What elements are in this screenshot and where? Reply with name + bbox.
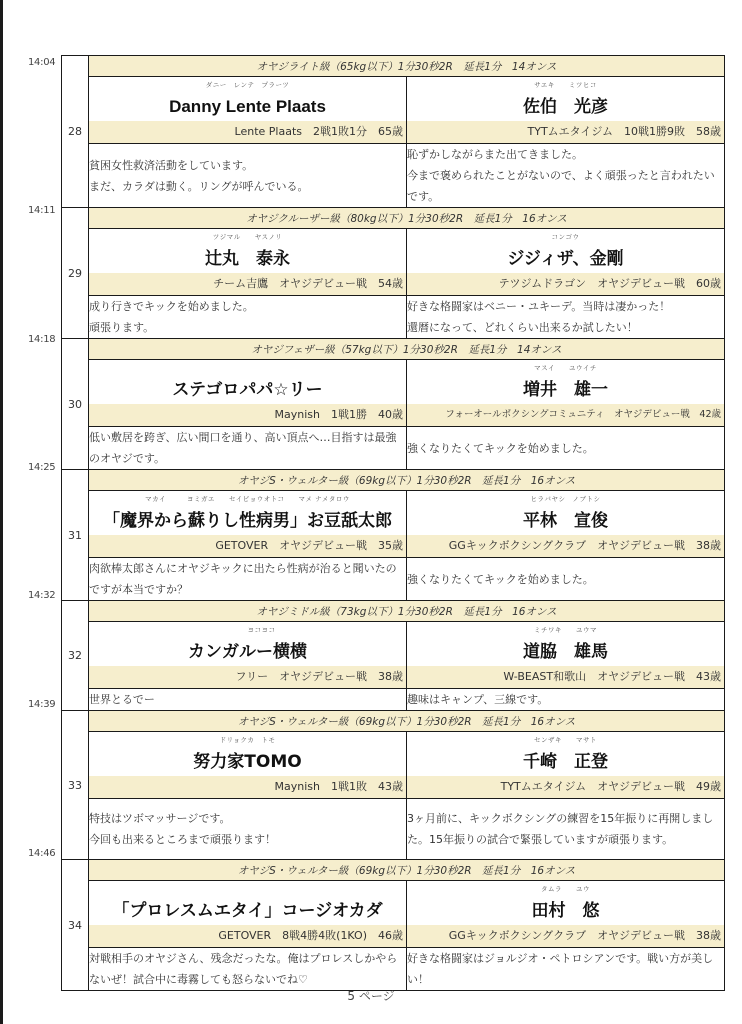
fighter-name: 道脇 雄馬 — [523, 642, 608, 662]
fighter-name: 増井 雄一 — [523, 380, 608, 400]
weight-class: オヤジフェザー級（57kg以下）1分30秒2R 延長1分 14オンス — [89, 339, 725, 360]
furigana: マカイ ヨミガエ セイビョウオトコ マメ ナメタロウ — [145, 495, 350, 503]
comment-row — [62, 296, 725, 339]
furigana: ヨコヨコ — [219, 626, 276, 634]
fighter-row — [62, 881, 725, 948]
fighter-row — [62, 622, 725, 689]
fighter-comment: 対戦相手のオヤジさん、残念だったな。俺はプロレスしかやらないぜ！試合中に毒霧しても怒らないでね♡ — [89, 948, 407, 991]
bout-class-row — [62, 601, 725, 622]
furigana: コンゴウ — [551, 233, 580, 241]
red-corner — [89, 881, 407, 948]
bout-number: 32 — [62, 601, 89, 711]
fighter-record: フリー オヤジデビュー戦 38歳 — [89, 666, 406, 688]
furigana: ツジマル ヤスノリ — [212, 233, 283, 241]
fighter-record: テツジムドラゴン オヤジデビュー戦 60歳 — [407, 273, 724, 295]
fighter-comment: 世界とるでー — [89, 689, 407, 711]
bout-time: 14:46 — [28, 848, 56, 859]
weight-class: オヤジS・ウェルター級（69kg以下）1分30秒2R 延長1分 16オンス — [89, 711, 725, 732]
fighter-record: TYTムエタイジム 10戦1勝9敗 58歳 — [407, 121, 724, 143]
comment-row — [62, 144, 725, 208]
furigana: ドリョクカ トモ — [219, 736, 276, 744]
fighter-record: W-BEAST和歌山 オヤジデビュー戦 43歳 — [407, 666, 724, 688]
fighter-record: TYTムエタイジム オヤジデビュー戦 49歳 — [407, 776, 724, 798]
fighter-name: ステゴロパパ☆リー — [172, 380, 323, 400]
fighter-record: GETOVER 8戦4勝4敗(1KO) 46歳 — [89, 925, 406, 947]
fighter-name: Danny Lente Plaats — [169, 97, 326, 116]
comment-row — [62, 948, 725, 991]
fighter-comment: 強くなりたくてキックを始めました。 — [407, 427, 725, 470]
fighter-name: 辻丸 泰永 — [205, 249, 290, 269]
red-corner — [89, 229, 407, 296]
fighter-name: カンガルー横横 — [188, 642, 307, 662]
furigana: ヒラバヤシ ノブトシ — [530, 495, 601, 503]
red-corner — [89, 77, 407, 144]
weight-class: オヤジライト級（65kg以下）1分30秒2R 延長1分 14オンス — [89, 56, 725, 77]
bout-number: 34 — [62, 860, 89, 991]
blue-corner — [407, 622, 725, 689]
bout-time: 14:11 — [28, 205, 56, 216]
fighter-comment: 特技はツボマッサージです。 今回も出来るところまで頑張ります！ — [89, 799, 407, 860]
bout-number: 33 — [62, 711, 89, 860]
comment-row — [62, 427, 725, 470]
weight-class: オヤジミドル級（73kg以下）1分30秒2R 延長1分 16オンス — [89, 601, 725, 622]
fighter-comment: 貧困女性救済活動をしています。 まだ、カラダは動く。リングが呼んでいる。 — [89, 144, 407, 208]
weight-class: オヤジS・ウェルター級（69kg以下）1分30秒2R 延長1分 16オンス — [89, 860, 725, 881]
bout-time: 14:18 — [28, 334, 56, 345]
furigana: センザキ マサト — [534, 736, 597, 744]
fighter-comment: 3ヶ月前に、キックボクシングの練習を15年振りに再開しました。15年振りの試合で緊張していますが頑張ります。 — [407, 799, 725, 860]
bout-number: 29 — [62, 208, 89, 339]
fighter-record: GGキックボクシングクラブ オヤジデビュー戦 38歳 — [407, 925, 724, 947]
bout-schedule-table — [61, 55, 725, 991]
bout-time: 14:39 — [28, 699, 56, 710]
red-corner — [89, 622, 407, 689]
fighter-comment: 恥ずかしながらまた出てきました。 今まで褒められたことがないので、よく頑張ったと言われたいです。 — [407, 144, 725, 208]
furigana: ミチワキ ユウマ — [534, 626, 597, 634]
fighter-record: Maynish 1戦1勝 40歳 — [89, 404, 406, 426]
fighter-row — [62, 491, 725, 558]
bout-number: 31 — [62, 470, 89, 601]
fighter-comment: 低い敷居を跨ぎ、広い間口を通り、高い頂点へ…目指すは最強のオヤジです。 — [89, 427, 407, 470]
blue-corner — [407, 360, 725, 427]
fighter-comment: 肉欲棒太郎さんにオヤジキックに出たら性病が治ると聞いたのですが本当ですか？ — [89, 558, 407, 601]
blue-corner — [407, 229, 725, 296]
fighter-record: GGキックボクシングクラブ オヤジデビュー戦 38歳 — [407, 535, 724, 557]
fighter-row — [62, 229, 725, 296]
fighter-row — [62, 360, 725, 427]
blue-corner — [407, 881, 725, 948]
bout-class-row — [62, 208, 725, 229]
bout-class-row — [62, 339, 725, 360]
red-corner — [89, 491, 407, 558]
furigana: タムラ ユウ — [541, 885, 590, 893]
furigana: サエキ ミツヒコ — [534, 81, 597, 89]
bout-time: 14:04 — [28, 57, 56, 68]
fighter-row — [62, 732, 725, 799]
fighter-name: 田村 悠 — [531, 901, 600, 921]
comment-row — [62, 558, 725, 601]
fighter-record: Maynish 1戦1敗 43歳 — [89, 776, 406, 798]
fighter-comment: 好きな格闘家はベニー・ユキーデ。当時は凄かった！ 還暦になって、どれくらい出来るか試したい！ — [407, 296, 725, 339]
fighter-comment: 好きな格闘家はジョルジオ・ペトロシアンです。戦い方が美しい！ — [407, 948, 725, 991]
red-corner — [89, 732, 407, 799]
bout-class-row — [62, 56, 725, 77]
bout-time: 14:32 — [28, 590, 56, 601]
fighter-record: GETOVER オヤジデビュー戦 35歳 — [89, 535, 406, 557]
fighter-comment: 趣味はキャンプ、三線です。 — [407, 689, 725, 711]
furigana: ダニー レンテ プラーツ — [205, 81, 290, 89]
bout-class-row — [62, 860, 725, 881]
fighter-record: チーム吉鷹 オヤジデビュー戦 54歳 — [89, 273, 406, 295]
fighter-name: 「魔界から蘇りし性病男」お豆舐太郎 — [103, 511, 392, 531]
fighter-name: 佐伯 光彦 — [523, 97, 608, 117]
comment-row — [62, 799, 725, 860]
weight-class: オヤジクルーザー級（80kg以下）1分30秒2R 延長1分 16オンス — [89, 208, 725, 229]
fighter-record: Lente Plaats 2戦1敗1分 65歳 — [89, 121, 406, 143]
bout-number: 28 — [62, 56, 89, 208]
fighter-name: ジジィザ、金剛 — [507, 249, 624, 269]
bout-number: 30 — [62, 339, 89, 470]
fighter-name: 努力家TOMO — [193, 752, 302, 772]
bout-class-row — [62, 711, 725, 732]
fighter-row — [62, 77, 725, 144]
red-corner — [89, 360, 407, 427]
bout-time: 14:25 — [28, 462, 56, 473]
window-edge — [0, 0, 3, 1024]
page-number: 5 ページ — [347, 989, 395, 1003]
fighter-name: 千崎 正登 — [523, 752, 608, 772]
fighter-name: 「プロレスムエタイ」コージオカダ — [112, 901, 383, 921]
fighter-name: 平林 宣俊 — [523, 511, 608, 531]
fighter-record: フォーオールボクシングコミュニティ オヤジデビュー戦 42歳 — [407, 404, 724, 426]
blue-corner — [407, 77, 725, 144]
blue-corner — [407, 491, 725, 558]
fighter-comment: 成り行きでキックを始めました。 頑張ります。 — [89, 296, 407, 339]
fighter-comment: 強くなりたくてキックを始めました。 — [407, 558, 725, 601]
weight-class: オヤジS・ウェルター級（69kg以下）1分30秒2R 延長1分 16オンス — [89, 470, 725, 491]
furigana: マスイ ユウイチ — [534, 364, 597, 372]
comment-row — [62, 689, 725, 711]
blue-corner — [407, 732, 725, 799]
bout-class-row — [62, 470, 725, 491]
